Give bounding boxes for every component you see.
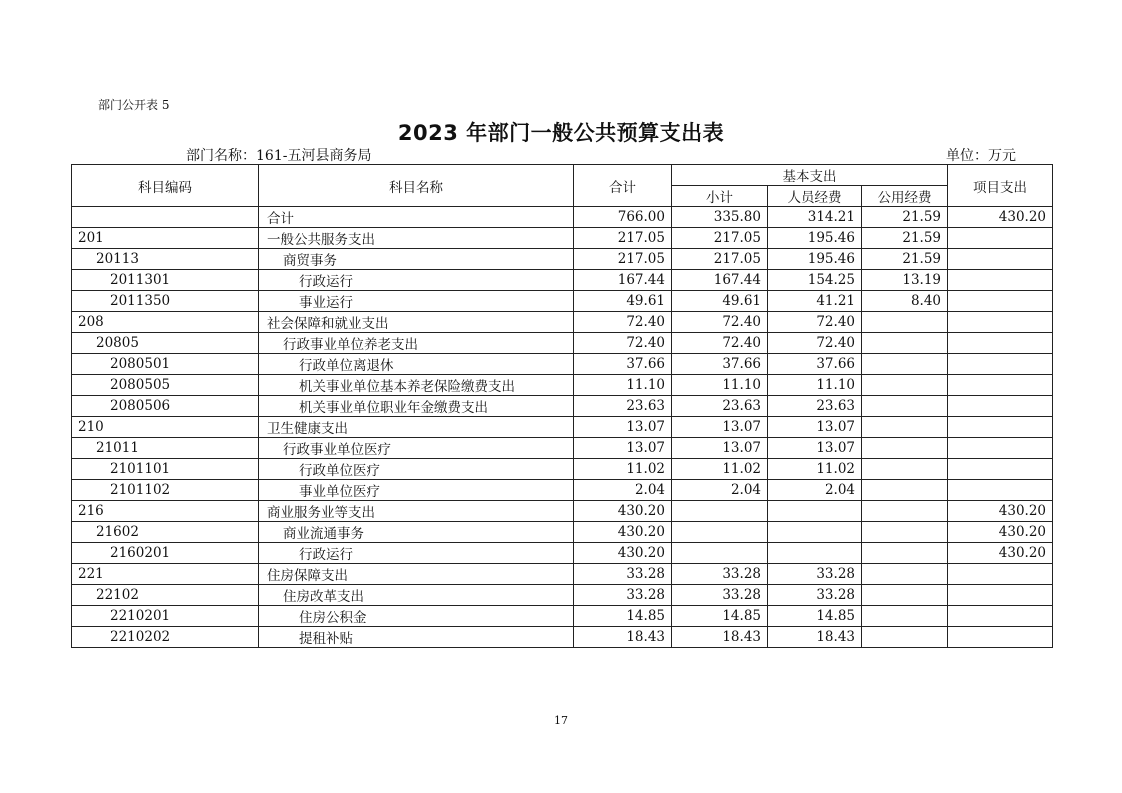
cell-project	[948, 396, 1053, 417]
cell-code: 221	[72, 564, 259, 585]
cell-name: 合计	[259, 207, 574, 228]
cell-total: 33.28	[574, 564, 672, 585]
cell-project	[948, 333, 1053, 354]
cell-code: 20113	[72, 249, 259, 270]
cell-name: 社会保障和就业支出	[259, 312, 574, 333]
cell-total: 217.05	[574, 228, 672, 249]
cell-name: 机关事业单位基本养老保险缴费支出	[259, 375, 574, 396]
cell-name: 事业单位医疗	[259, 480, 574, 501]
cell-name: 一般公共服务支出	[259, 228, 574, 249]
cell-total: 37.66	[574, 354, 672, 375]
cell-total: 14.85	[574, 606, 672, 627]
cell-project	[948, 627, 1053, 648]
cell-code: 2011301	[72, 270, 259, 291]
cell-subtotal: 11.02	[672, 459, 768, 480]
cell-subtotal: 167.44	[672, 270, 768, 291]
cell-personnel	[768, 522, 862, 543]
table-row	[72, 543, 1053, 564]
cell-subtotal	[672, 543, 768, 564]
cell-subtotal: 72.40	[672, 312, 768, 333]
cell-subtotal	[672, 501, 768, 522]
cell-name: 行政单位医疗	[259, 459, 574, 480]
cell-code: 2210201	[72, 606, 259, 627]
cell-personnel: 23.63	[768, 396, 862, 417]
cell-project	[948, 291, 1053, 312]
cell-personnel: 33.28	[768, 564, 862, 585]
table-row	[72, 207, 1053, 228]
cell-name: 卫生健康支出	[259, 417, 574, 438]
cell-subtotal: 11.10	[672, 375, 768, 396]
cell-personnel: 37.66	[768, 354, 862, 375]
cell-project	[948, 312, 1053, 333]
cell-name: 提租补贴	[259, 627, 574, 648]
cell-code: 201	[72, 228, 259, 249]
cell-code: 210	[72, 417, 259, 438]
table-row	[72, 270, 1053, 291]
header-basic: 基本支出	[672, 165, 948, 186]
cell-public	[862, 480, 948, 501]
budget-table	[71, 164, 1053, 648]
cell-code: 2101102	[72, 480, 259, 501]
cell-name: 行政单位离退休	[259, 354, 574, 375]
cell-name: 行政运行	[259, 270, 574, 291]
table-row	[72, 501, 1053, 522]
cell-name: 事业运行	[259, 291, 574, 312]
cell-public	[862, 375, 948, 396]
cell-total: 33.28	[574, 585, 672, 606]
page-number: 17	[554, 714, 568, 727]
cell-project: 430.20	[948, 543, 1053, 564]
cell-subtotal: 13.07	[672, 438, 768, 459]
cell-subtotal: 33.28	[672, 585, 768, 606]
table-row	[72, 627, 1053, 648]
cell-project	[948, 375, 1053, 396]
cell-subtotal: 23.63	[672, 396, 768, 417]
cell-public	[862, 417, 948, 438]
cell-personnel: 18.43	[768, 627, 862, 648]
cell-subtotal: 335.80	[672, 207, 768, 228]
cell-project: 430.20	[948, 501, 1053, 522]
cell-name: 商业流通事务	[259, 522, 574, 543]
cell-project	[948, 417, 1053, 438]
cell-subtotal: 49.61	[672, 291, 768, 312]
cell-total: 49.61	[574, 291, 672, 312]
cell-project	[948, 270, 1053, 291]
cell-personnel: 11.10	[768, 375, 862, 396]
header-code: 科目编码	[72, 165, 259, 207]
table-row	[72, 417, 1053, 438]
table-row	[72, 312, 1053, 333]
cell-public	[862, 333, 948, 354]
cell-project	[948, 480, 1053, 501]
table-row	[72, 228, 1053, 249]
cell-subtotal	[672, 522, 768, 543]
cell-public	[862, 564, 948, 585]
table-row	[72, 291, 1053, 312]
cell-total: 11.02	[574, 459, 672, 480]
cell-project	[948, 564, 1053, 585]
cell-personnel: 314.21	[768, 207, 862, 228]
cell-project	[948, 585, 1053, 606]
table-row	[72, 396, 1053, 417]
header-total: 合计	[574, 165, 672, 207]
cell-name: 行政运行	[259, 543, 574, 564]
cell-total: 72.40	[574, 312, 672, 333]
cell-code	[72, 207, 259, 228]
cell-personnel: 41.21	[768, 291, 862, 312]
cell-project	[948, 228, 1053, 249]
cell-public: 21.59	[862, 228, 948, 249]
cell-subtotal: 217.05	[672, 249, 768, 270]
cell-personnel: 14.85	[768, 606, 862, 627]
cell-code: 2080505	[72, 375, 259, 396]
budget-table-body	[72, 207, 1053, 648]
cell-personnel: 195.46	[768, 249, 862, 270]
cell-project	[948, 354, 1053, 375]
cell-project	[948, 438, 1053, 459]
cell-total: 766.00	[574, 207, 672, 228]
table-row	[72, 459, 1053, 480]
unit-label: 单位：万元	[946, 148, 1016, 164]
cell-code: 2101101	[72, 459, 259, 480]
cell-total: 13.07	[574, 438, 672, 459]
header-project: 项目支出	[948, 165, 1053, 207]
cell-name: 行政事业单位医疗	[259, 438, 574, 459]
cell-personnel: 2.04	[768, 480, 862, 501]
cell-name: 机关事业单位职业年金缴费支出	[259, 396, 574, 417]
cell-personnel	[768, 543, 862, 564]
cell-personnel: 72.40	[768, 312, 862, 333]
cell-public: 13.19	[862, 270, 948, 291]
cell-name: 住房保障支出	[259, 564, 574, 585]
cell-total: 167.44	[574, 270, 672, 291]
cell-total: 11.10	[574, 375, 672, 396]
cell-name: 商贸事务	[259, 249, 574, 270]
cell-personnel: 72.40	[768, 333, 862, 354]
cell-name: 住房改革支出	[259, 585, 574, 606]
cell-public	[862, 522, 948, 543]
header-public: 公用经费	[862, 186, 948, 207]
cell-total: 13.07	[574, 417, 672, 438]
table-number-note: 部门公开表 5	[98, 98, 170, 112]
department-name: 部门名称：161-五河县商务局	[186, 148, 372, 164]
table-row	[72, 354, 1053, 375]
cell-public	[862, 438, 948, 459]
cell-total: 18.43	[574, 627, 672, 648]
header-name: 科目名称	[259, 165, 574, 207]
cell-personnel: 154.25	[768, 270, 862, 291]
cell-code: 216	[72, 501, 259, 522]
cell-subtotal: 217.05	[672, 228, 768, 249]
cell-total: 430.20	[574, 522, 672, 543]
table-row	[72, 375, 1053, 396]
cell-personnel	[768, 501, 862, 522]
cell-project	[948, 459, 1053, 480]
cell-project: 430.20	[948, 522, 1053, 543]
table-row	[72, 522, 1053, 543]
cell-public: 8.40	[862, 291, 948, 312]
cell-subtotal: 72.40	[672, 333, 768, 354]
cell-code: 2160201	[72, 543, 259, 564]
cell-subtotal: 33.28	[672, 564, 768, 585]
cell-total: 2.04	[574, 480, 672, 501]
cell-public	[862, 543, 948, 564]
header-subtotal: 小计	[672, 186, 768, 207]
cell-code: 20805	[72, 333, 259, 354]
cell-project	[948, 249, 1053, 270]
cell-subtotal: 18.43	[672, 627, 768, 648]
cell-project: 430.20	[948, 207, 1053, 228]
cell-public	[862, 501, 948, 522]
cell-code: 2210202	[72, 627, 259, 648]
cell-public	[862, 459, 948, 480]
table-row	[72, 564, 1053, 585]
cell-code: 21602	[72, 522, 259, 543]
cell-personnel: 13.07	[768, 417, 862, 438]
cell-subtotal: 37.66	[672, 354, 768, 375]
cell-public: 21.59	[862, 249, 948, 270]
cell-code: 2080506	[72, 396, 259, 417]
table-row	[72, 438, 1053, 459]
table-row	[72, 585, 1053, 606]
cell-code: 2011350	[72, 291, 259, 312]
table-row	[72, 606, 1053, 627]
cell-total: 217.05	[574, 249, 672, 270]
cell-public	[862, 585, 948, 606]
header-personnel: 人员经费	[768, 186, 862, 207]
cell-subtotal: 13.07	[672, 417, 768, 438]
cell-total: 430.20	[574, 501, 672, 522]
cell-code: 2080501	[72, 354, 259, 375]
cell-personnel: 195.46	[768, 228, 862, 249]
cell-total: 72.40	[574, 333, 672, 354]
cell-public	[862, 396, 948, 417]
cell-code: 22102	[72, 585, 259, 606]
cell-subtotal: 2.04	[672, 480, 768, 501]
table-row	[72, 333, 1053, 354]
cell-name: 行政事业单位养老支出	[259, 333, 574, 354]
cell-public	[862, 606, 948, 627]
cell-project	[948, 606, 1053, 627]
table-row	[72, 480, 1053, 501]
cell-public	[862, 354, 948, 375]
cell-personnel: 13.07	[768, 438, 862, 459]
cell-subtotal: 14.85	[672, 606, 768, 627]
cell-public	[862, 627, 948, 648]
page-title: 2023 年部门一般公共预算支出表	[397, 121, 725, 145]
cell-name: 商业服务业等支出	[259, 501, 574, 522]
cell-code: 21011	[72, 438, 259, 459]
cell-public	[862, 312, 948, 333]
cell-name: 住房公积金	[259, 606, 574, 627]
cell-personnel: 33.28	[768, 585, 862, 606]
cell-personnel: 11.02	[768, 459, 862, 480]
cell-code: 208	[72, 312, 259, 333]
cell-total: 23.63	[574, 396, 672, 417]
table-row	[72, 249, 1053, 270]
cell-public: 21.59	[862, 207, 948, 228]
cell-total: 430.20	[574, 543, 672, 564]
